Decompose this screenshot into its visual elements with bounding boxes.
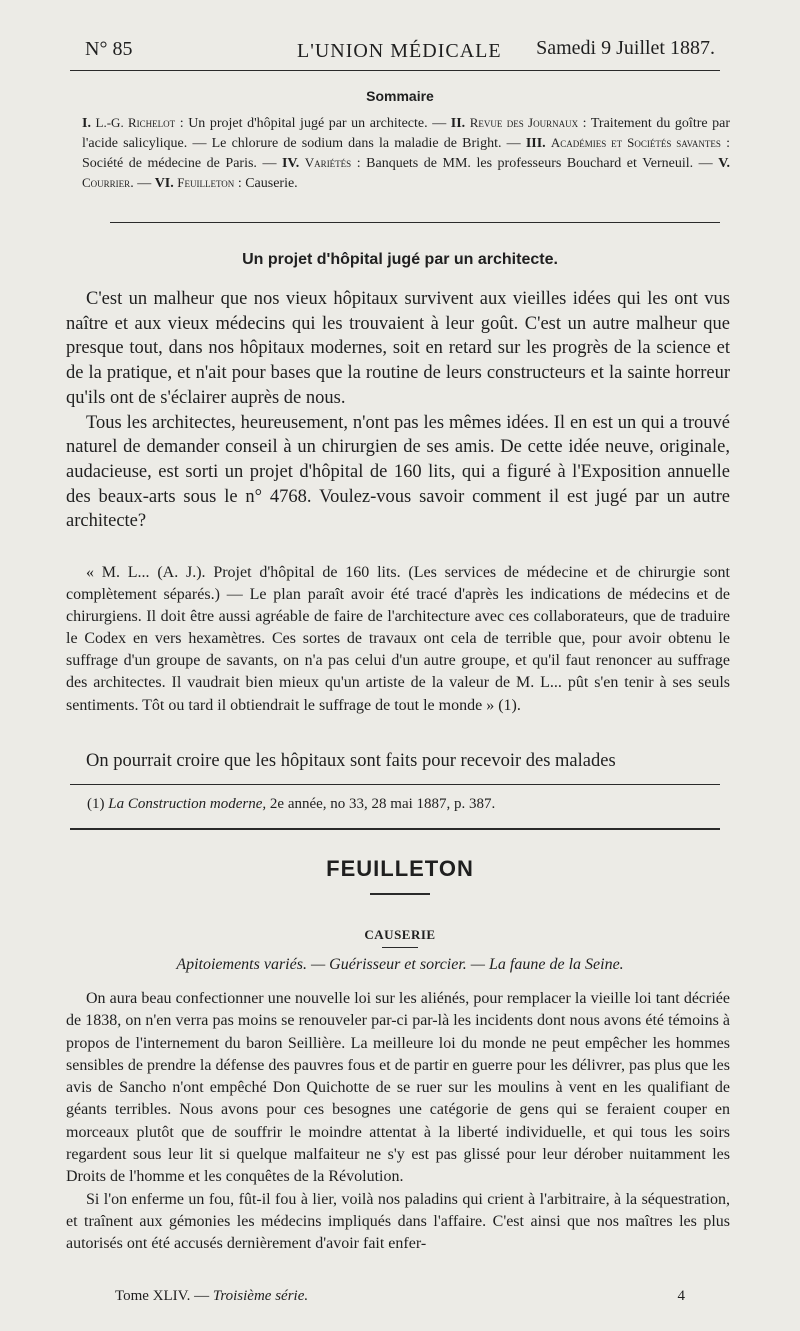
publication-title: L'UNION MÉDICALE [297, 40, 502, 62]
causerie-paragraph: Si l'on enferme un fou, fût-il fou à lier, voilà nos paladins qui crient à l'arbitraire, à la séquestration, et traînent aux gémonies les médecins impliqués dans l'affaire. C'est ainsi que nos maîtres les plus autorisés ont été accusés dernièrement d'avoir fait enfer- [66, 1190, 730, 1253]
summary-item: VI. Feuilleton : Causerie. [154, 175, 298, 191]
causerie-body [66, 988, 730, 1256]
article-title: Un projet d'hôpital jugé par un architecte. [242, 251, 558, 268]
closing-paragraph: On pourrait croire que les hôpitaux sont faits pour recevoir des malades [86, 751, 616, 771]
summary-rule [110, 222, 720, 223]
footer-volume: Tome XLIV. — Troisième série. [115, 1288, 309, 1304]
causerie-paragraph: On aura beau confectionner une nouvelle loi sur les aliénés, pour remplacer la vieille loi tant décriée de 1838, on n'en verra pas moins se renouveler par-ci par-là les incidents dont nous avons été témoins à propos de l'internement du baron Seillière. La meilleure loi du monde ne peut empêcher les hommes sensibles de prendre la défense des pauvres fous et de partir en guerre pour les délivrer, pas plus que les avis de Sancho n'ont empêché Don Quichotte de se ruer sur les moulins à vent en les qualifiant de géants terribles. Nous avons pour ces besognes une catégorie de gens qui se feraient couper en morceaux plutôt que de souffrir le moindre attentat à la liberté individuelle, et qui tous les soirs regardent sous leur lit si quelque malfaiteur ne s'y est pas glissé pour leur dérober nuitamment les Droits de l'homme et les conquêtes de la Révolution. [66, 990, 730, 1186]
summary-heading: Sommaire [366, 88, 434, 104]
summary [82, 113, 730, 193]
masthead [85, 34, 715, 68]
quote-paragraph: « M. L... (A. J.). Projet d'hôpital de 160 lits. (Les services de médecine et de chirurgie sont complètement séparés.) — Le plan paraît avoir été tracé d'après les indications de médecins et de chirurgiens. Il doit être aussi agréable de faire de l'architecture avec ces collaborateurs, que de traduire le Codex en vers hexamètres. Ces sortes de travaux ont cela de terrible que, pour avoir obtenu le suffrage d'un groupe de savants, on n'a pas celui d'un autre groupe, et qu'il faut renoncer au suffrage des architectes. Il vaudrait bien mieux qu'un artiste de la valeur de M. L... pût s'en tenir à ses seuls sentiments. Tôt ou tard il obtiendrait le suffrage de tout le monde » (1). [66, 564, 730, 714]
causerie-underline [382, 947, 418, 948]
feuilleton-rule [70, 828, 720, 830]
causerie-subtitle: Apitoiements variés. — Guérisseur et sorcier. — La faune de la Seine. [176, 956, 624, 973]
article-paragraph: C'est un malheur que nos vieux hôpitaux survivent aux vieilles idées qui les ont vus naître et aux vieux médecins qui les trouvaient à leur goût. C'est un autre malheur que presque tout, dans nos hôpitaux modernes, soit en retard sur les progrès de la science et de la pratique, et n'ait pour bases que la routine de leurs constructeurs et la sainte horreur qu'ils ont de s'éclairer auprès de nous. [66, 289, 730, 408]
page-footer [115, 1288, 685, 1310]
issue-date: Samedi 9 Juillet 1887. [536, 37, 715, 59]
summary-item: V. Courrier. — [82, 156, 731, 191]
issue-number: N° 85 [85, 38, 133, 60]
summary-item: II. Revue des Journaux : Traitement du goître par l'acide salicylique. — Le chlorure de sodium dans la maladie de Bright. — [82, 115, 731, 151]
summary-item: IV. Variétés : Banquets de MM. les professeurs Bouchard et Verneuil. — [281, 155, 719, 171]
article-quote [66, 562, 730, 717]
feuilleton-title: FEUILLETON [326, 856, 474, 881]
article-closing [66, 749, 730, 774]
article-paragraph: Tous les architectes, heureusement, n'ont pas les mêmes idées. Il en est un qui a trouvé naturel de demander conseil à un chirurgien de ses amis. De cette idée neuve, originale, audacieuse, est sorti un projet d'hôpital de 160 lits, qui a figuré à l'Exposition annuelle des beaux-arts sous le n° 4768. Voulez-vous savoir comment il est jugé par un autre architecte? [66, 412, 730, 532]
masthead-rule [70, 70, 720, 71]
summary-item: I. L.-G. Richelot : Un projet d'hôpital jugé par un architecte. — [82, 115, 451, 131]
causerie-title: CAUSERIE [364, 927, 436, 942]
article-body [66, 287, 730, 534]
feuilleton-underline [370, 893, 430, 895]
footnote: (1) La Construction moderne, 2e année, no 33, 28 mai 1887, p. 387. [87, 796, 496, 812]
page-number: 4 [677, 1288, 685, 1304]
footnote-rule [70, 784, 720, 785]
summary-item: III. Académies et Sociétés savantes : Société de médecine de Paris. — [82, 135, 731, 171]
